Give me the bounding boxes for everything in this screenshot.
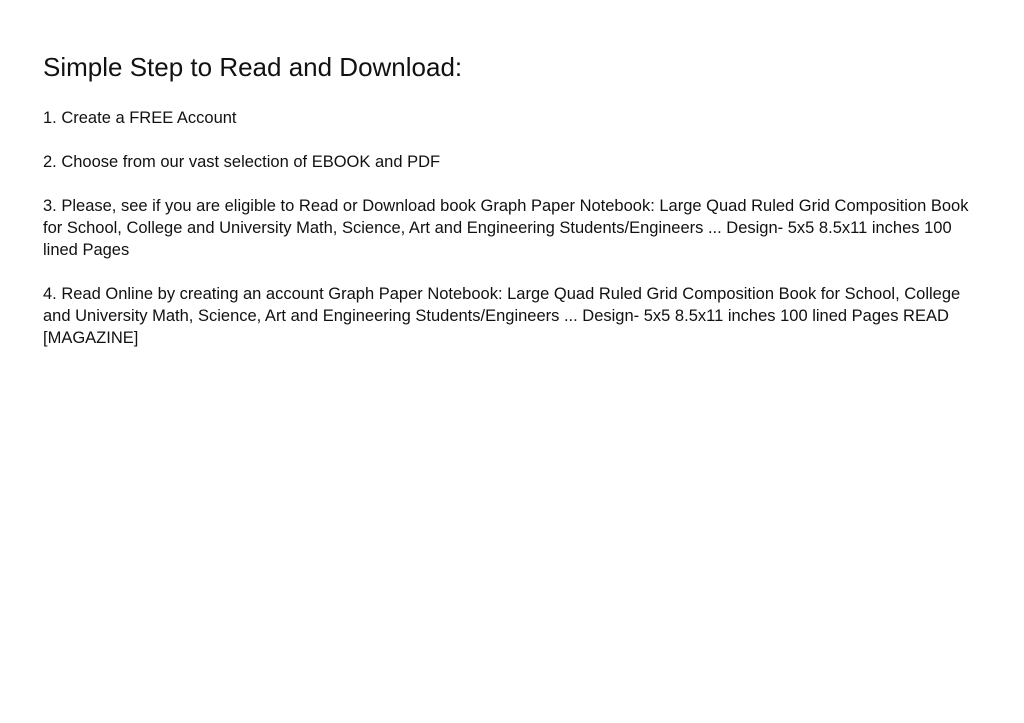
document-page bbox=[43, 50, 973, 371]
step-2-text: 2. Choose from our vast selection of EBOOK and PDF bbox=[43, 153, 441, 171]
step-1-text: 1. Create a FREE Account bbox=[43, 109, 237, 127]
step-4-text: 4. Read Online by creating an account Graph Paper Notebook: Large Quad Ruled Grid Composition Book for School, College and University Math, Science, Art and Engineering Students/Engineers ... Design- 5x5 8.5x11 inches 100 lined Pages READ [MAGAZINE] bbox=[43, 285, 961, 347]
page-title: Simple Step to Read and Download: bbox=[43, 52, 463, 82]
step-3-text: 3. Please, see if you are eligible to Read or Download book Graph Paper Notebook: Large Quad Ruled Grid Composition Book for School, College and University Math, Science, Art and Engineering Students/Engineers ... Design- 5x5 8.5x11 inches 100 lined Pages bbox=[43, 197, 969, 259]
